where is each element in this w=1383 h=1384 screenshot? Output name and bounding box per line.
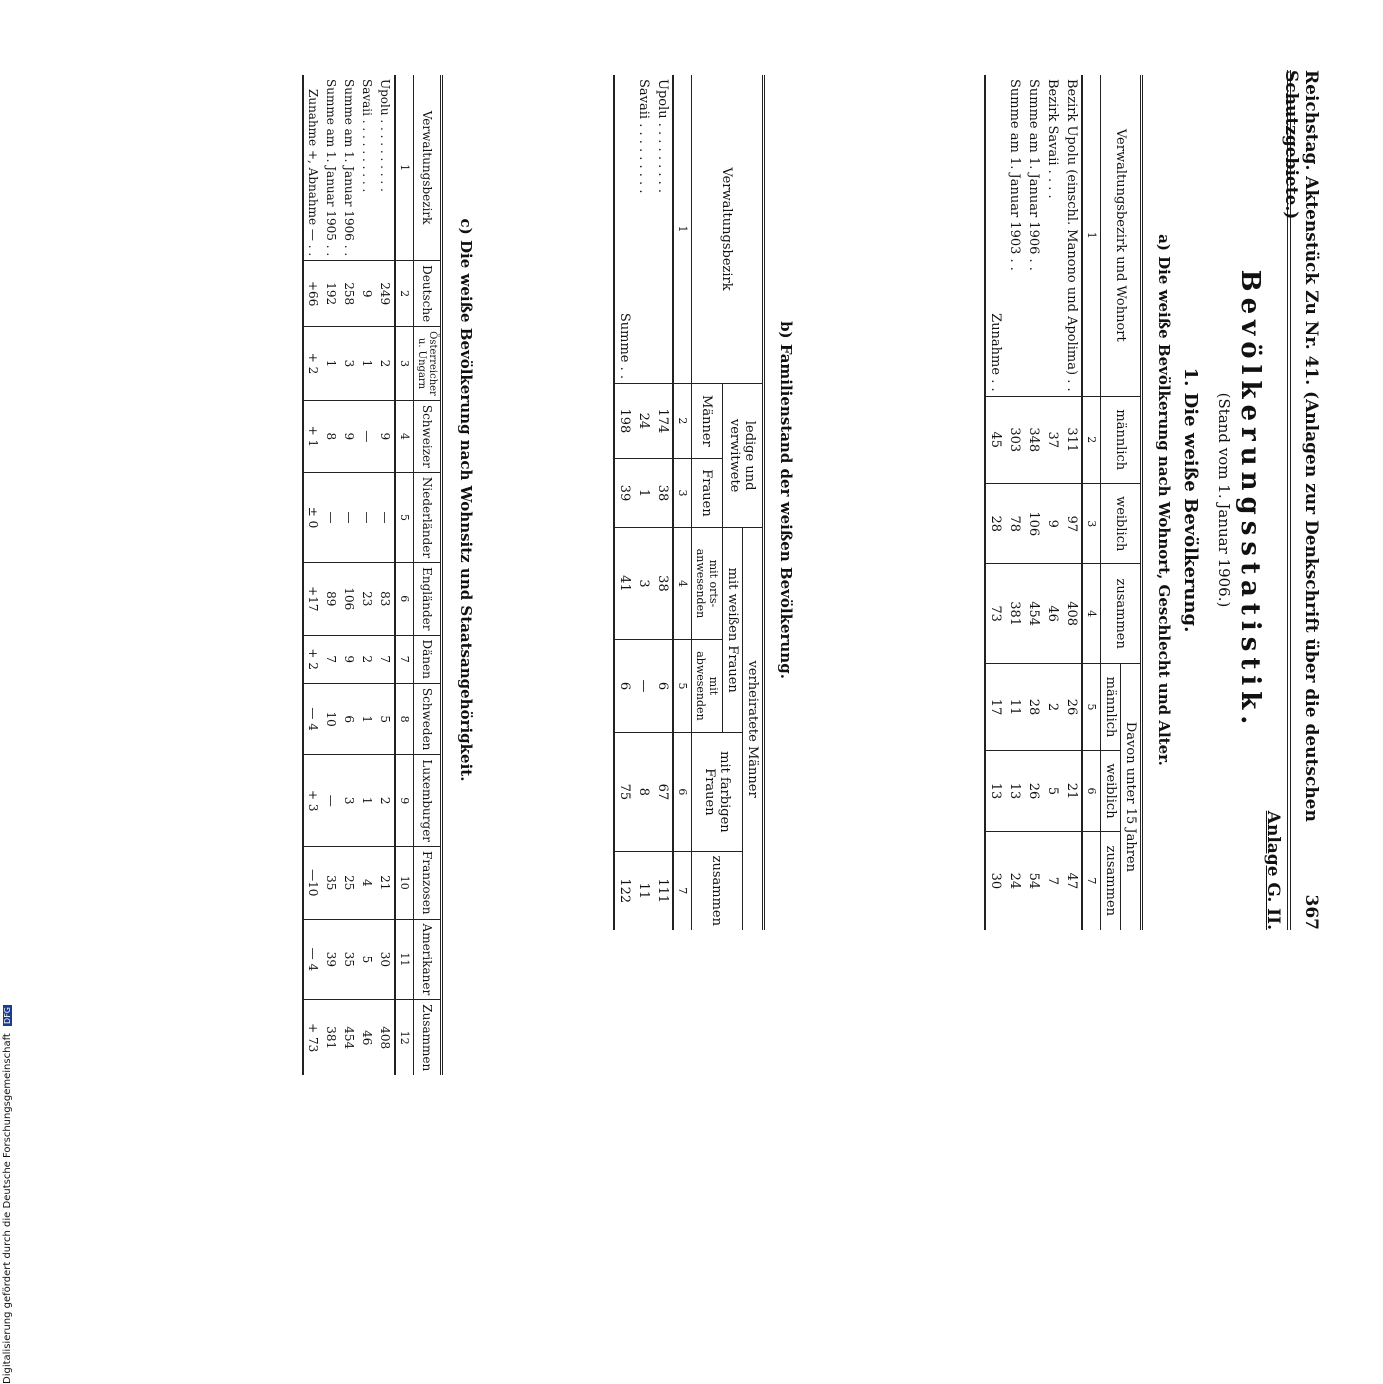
- cell: —: [340, 472, 358, 562]
- cell: 24: [634, 384, 653, 459]
- table-row: [1062, 75, 1082, 930]
- cell: 106: [1024, 483, 1043, 563]
- row-label: Zunahme . .: [988, 313, 1003, 392]
- sub-header: Männer: [692, 384, 723, 459]
- col-number: 12: [395, 1000, 414, 1075]
- table-row: [1005, 75, 1024, 930]
- col-header: Deutsche: [414, 261, 442, 327]
- col-number: 4: [673, 528, 692, 639]
- cell: 1: [358, 683, 376, 755]
- row-label: Savaii . . . . . . . . .: [636, 79, 651, 194]
- cell: 122: [614, 851, 634, 930]
- cell: 3: [340, 755, 358, 847]
- cell: 348: [1024, 396, 1043, 483]
- cell: 381: [1005, 564, 1024, 663]
- col-header: Schweden: [414, 683, 442, 755]
- col-header: Engländer: [414, 563, 442, 635]
- cell: 258: [340, 261, 358, 327]
- cell: 75: [614, 733, 634, 851]
- col-number: 1: [398, 164, 411, 172]
- sub-header: weiblich: [1101, 751, 1121, 831]
- cell: 73: [985, 564, 1005, 663]
- col-number: 3: [395, 327, 414, 401]
- table-b: [613, 75, 765, 930]
- col-header: Franzosen: [414, 847, 442, 919]
- cell: 83: [376, 563, 395, 635]
- cell: 7: [1043, 831, 1062, 930]
- row-label: Zunahme +, Abnahme — . .: [306, 89, 320, 257]
- cell: 23: [358, 563, 376, 635]
- cell: 46: [358, 1000, 376, 1075]
- cell: 67: [653, 733, 673, 851]
- table-row: [322, 75, 340, 1075]
- row-label: Upolu . . . . . . . . .: [655, 79, 670, 194]
- cell: — 4: [303, 919, 322, 1000]
- cell: 198: [614, 384, 634, 459]
- cell: 311: [1062, 396, 1082, 483]
- cell: 408: [376, 1000, 395, 1075]
- cell: 249: [376, 261, 395, 327]
- table-row: [614, 75, 634, 930]
- cell: 2: [376, 327, 395, 401]
- cell: — 4: [303, 683, 322, 755]
- col-number: 3: [673, 458, 692, 527]
- table-b-caption: b) Familienstand der weißen Bevölkerung.: [777, 321, 795, 679]
- cell: 1: [358, 755, 376, 847]
- cell: 2: [1043, 663, 1062, 750]
- cell: 21: [376, 847, 395, 919]
- row-label: Summe am 1. Januar 1905 . .: [324, 79, 338, 257]
- cell: 8: [634, 733, 653, 851]
- row-label: Bezirk Upolu (einschl. Manono und Apolima) . .: [1064, 79, 1079, 392]
- cell: 24: [1005, 831, 1024, 930]
- cell: 9: [340, 400, 358, 472]
- cell: 9: [340, 635, 358, 683]
- col-header: weiblich: [1101, 483, 1142, 563]
- dfg-logo: DFG: [3, 1007, 12, 1024]
- footer-strip: [0, 600, 16, 1384]
- cell: 1: [358, 327, 376, 401]
- cell: 4: [358, 847, 376, 919]
- group-header: ledige und verwitwete: [723, 384, 764, 528]
- table-row: [985, 75, 1005, 930]
- cell: 39: [614, 458, 634, 527]
- row-label: Summe am 1. Januar 1903 . .: [1007, 79, 1022, 271]
- col-number: 5: [673, 639, 692, 733]
- col-number: 6: [673, 733, 692, 851]
- cell: —: [322, 472, 340, 562]
- row-label: Bezirk Savaii . . . .: [1045, 79, 1060, 199]
- col-number: 3: [1082, 483, 1101, 563]
- group-header: Davon unter 15 Jahren: [1121, 663, 1142, 930]
- col-header: zusammen: [1101, 564, 1142, 663]
- sub-header: mit orts-anwesenden: [692, 528, 723, 639]
- col-number: 4: [1082, 564, 1101, 663]
- cell: 408: [1062, 564, 1082, 663]
- cell: 5: [1043, 751, 1062, 831]
- col-number: 5: [395, 472, 414, 562]
- cell: 111: [653, 851, 673, 930]
- col-header: Amerikaner: [414, 919, 442, 1000]
- cell: 454: [340, 1000, 358, 1075]
- cell: 7: [322, 635, 340, 683]
- cell: 1: [322, 327, 340, 401]
- col-header: Luxemburger: [414, 755, 442, 847]
- cell: 3: [634, 528, 653, 639]
- cell: 41: [614, 528, 634, 639]
- cell: 106: [340, 563, 358, 635]
- cell: + 2: [303, 327, 322, 401]
- sub-header: zusammen: [1101, 831, 1121, 930]
- cell: + 3: [303, 755, 322, 847]
- cell: + 73: [303, 1000, 322, 1075]
- table-row: [1024, 75, 1043, 930]
- page-header: [1281, 70, 1331, 930]
- cell: 11: [634, 851, 653, 930]
- sub-group-header: mit weißen Frauen: [723, 528, 743, 733]
- col-number: 7: [673, 851, 692, 930]
- cell: 28: [985, 483, 1005, 563]
- cell: 9: [358, 261, 376, 327]
- cell: —: [376, 472, 395, 562]
- cell: 8: [322, 400, 340, 472]
- cell: +66: [303, 261, 322, 327]
- cell: 25: [340, 847, 358, 919]
- cell: 9: [1043, 483, 1062, 563]
- cell: 97: [1062, 483, 1082, 563]
- cell: 11: [1005, 663, 1024, 750]
- cell: 30: [376, 919, 395, 1000]
- cell: 17: [985, 663, 1005, 750]
- table-c-caption: c) Die weiße Bevölkerung nach Wohnsitz und Staatsangehörigkeit.: [457, 218, 475, 782]
- table-row: [340, 75, 358, 1075]
- row-label: Savaii . . . . . . . . . .: [360, 79, 374, 193]
- table-row: [1043, 75, 1062, 930]
- col-head: Verwaltungsbezirk: [420, 110, 434, 225]
- cell: 5: [358, 919, 376, 1000]
- cell: +17: [303, 563, 322, 635]
- page-number: 367: [1301, 894, 1321, 930]
- cell: 13: [1005, 751, 1024, 831]
- col-head: Verwaltungsbezirk und Wohnort: [1113, 128, 1128, 342]
- col-number: 1: [1085, 231, 1098, 239]
- cell: 38: [653, 528, 673, 639]
- col-number: 6: [395, 563, 414, 635]
- table-row: [653, 75, 673, 930]
- cell: 78: [1005, 483, 1024, 563]
- cell: 2: [358, 635, 376, 683]
- cell: 3: [340, 327, 358, 401]
- page-subtitle: (Stand vom 1. Januar 1906.): [1215, 392, 1233, 608]
- col-number: 10: [395, 847, 414, 919]
- cell: ± 0: [303, 472, 322, 562]
- cell: 192: [322, 261, 340, 327]
- cell: 35: [340, 919, 358, 1000]
- cell: 26: [1024, 751, 1043, 831]
- sub-header: Frauen: [692, 458, 723, 527]
- col-number: 8: [395, 683, 414, 755]
- cell: 39: [322, 919, 340, 1000]
- cell: 45: [985, 396, 1005, 483]
- table-row: [303, 75, 322, 1075]
- col-number: 7: [1082, 831, 1101, 930]
- col-header: männlich: [1101, 396, 1142, 483]
- cell: + 2: [303, 635, 322, 683]
- cell: + 1: [303, 400, 322, 472]
- sub-header: männlich: [1101, 663, 1121, 750]
- cell: —: [322, 755, 340, 847]
- cell: 54: [1024, 831, 1043, 930]
- cell: 30: [985, 831, 1005, 930]
- cell: 26: [1062, 663, 1082, 750]
- col-number: 4: [395, 400, 414, 472]
- sub-header: mit farbigen Frauen: [692, 733, 743, 851]
- col-header: Niederländer: [414, 472, 442, 562]
- cell: —: [358, 472, 376, 562]
- cell: 6: [614, 639, 634, 733]
- col-number: 9: [395, 755, 414, 847]
- cell: 47: [1062, 831, 1082, 930]
- cell: 28: [1024, 663, 1043, 750]
- cell: 9: [376, 400, 395, 472]
- col-header: Dänen: [414, 635, 442, 683]
- cell: 13: [985, 751, 1005, 831]
- cell: 46: [1043, 564, 1062, 663]
- col-number: 1: [676, 225, 689, 233]
- cell: 6: [340, 683, 358, 755]
- cell: 174: [653, 384, 673, 459]
- col-number: 2: [1082, 396, 1101, 483]
- footer-text: Digitalisierung gefördert durch die Deutsche Forschungsgemeinschaft: [2, 1033, 13, 1384]
- table-row: [376, 75, 395, 1075]
- row-label: Summe am 1. Januar 1906 . .: [342, 79, 356, 257]
- table-row: [358, 75, 376, 1075]
- cell: 38: [653, 458, 673, 527]
- cell: 35: [322, 847, 340, 919]
- col-number: 6: [1082, 751, 1101, 831]
- col-number: 7: [395, 635, 414, 683]
- col-head: Verwaltungsbezirk: [719, 167, 735, 291]
- page-title: Bevölkerungsstatistik.: [1235, 269, 1265, 731]
- cell: —: [358, 400, 376, 472]
- section-heading: 1. Die weiße Bevölkerung.: [1180, 367, 1201, 633]
- col-header: Zusammen: [414, 1000, 442, 1075]
- cell: —10: [303, 847, 322, 919]
- cell: 5: [376, 683, 395, 755]
- col-number: 5: [1082, 663, 1101, 750]
- cell: 2: [376, 755, 395, 847]
- row-label: Summe am 1. Januar 1906 . .: [1026, 79, 1041, 271]
- cell: 381: [322, 1000, 340, 1075]
- group-header: verheiratete Männer: [743, 528, 764, 930]
- row-label: Summe . .: [617, 312, 632, 379]
- table-a-caption: a) Die weiße Bevölkerung nach Wohnort, Geschlecht und Alter.: [1155, 234, 1173, 766]
- cell: 10: [322, 683, 340, 755]
- cell: 1: [634, 458, 653, 527]
- cell: 89: [322, 563, 340, 635]
- cell: 7: [376, 635, 395, 683]
- cell: 303: [1005, 396, 1024, 483]
- cell: 6: [653, 639, 673, 733]
- cell: 21: [1062, 751, 1082, 831]
- sub-header: mit abwesenden: [692, 639, 723, 733]
- sub-header: zusammen: [692, 851, 743, 930]
- table-c: [302, 75, 443, 1075]
- cell: —: [634, 639, 653, 733]
- col-number: 2: [673, 384, 692, 459]
- row-label: Upolu . . . . . . . . . .: [378, 79, 392, 192]
- header-title: Reichstag. Aktenstück Zu Nr. 41. (Anlagen zur Denkschrift über die deutschen Schutzgebiete.): [1281, 70, 1321, 822]
- col-number: 2: [395, 261, 414, 327]
- cell: 37: [1043, 396, 1062, 483]
- table-a: [984, 75, 1143, 930]
- table-row: [634, 75, 653, 930]
- col-header: Schweizer: [414, 400, 442, 472]
- anlage-label: Anlage G. II.: [1263, 810, 1283, 930]
- col-number: 11: [395, 919, 414, 1000]
- cell: 454: [1024, 564, 1043, 663]
- col-header: Österreicher u. Ungarn: [414, 327, 442, 401]
